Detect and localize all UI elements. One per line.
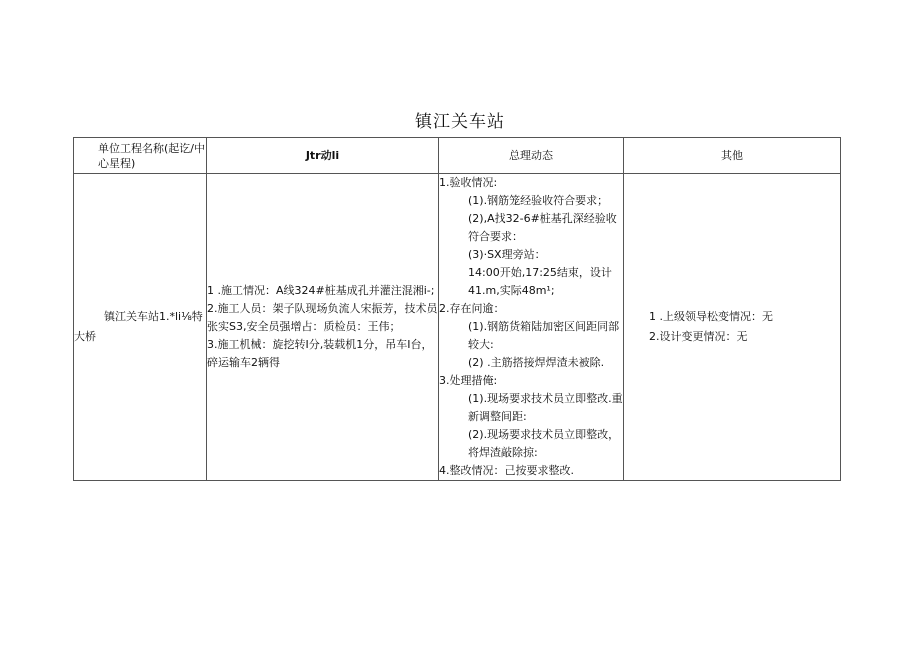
supervision-item: (3)·SX理旁站： — [468, 248, 546, 261]
supervision-item: 2.存在问逾： — [439, 302, 505, 315]
construction-cell — [207, 174, 439, 481]
table-header-row — [74, 138, 841, 174]
supervision-item: 4.整改情况：己按要求整改. — [439, 464, 574, 477]
supervision-item: 3.处理措俺: — [439, 374, 498, 387]
supervision-item: (2) .主筋搭接焊焊渣未被除. — [468, 356, 605, 369]
supervision-item: (2),A找32-6#桩基孔深经验收符合要求： — [468, 212, 617, 243]
header-unit-name: 单位工程名称(起讫/中心星程) — [74, 138, 207, 174]
supervision-item: (1).钢筋笼经验收符合要求； — [468, 194, 609, 207]
other-item: 2.设计变更情况：无 — [649, 330, 748, 343]
page-title: 镇江关车站 — [415, 112, 505, 132]
unit-name-cell — [74, 174, 207, 481]
header-other: 其他 — [624, 138, 841, 174]
supervision-item: 14:00开始,17:25结束，设计41.m,实际48m¹; — [468, 266, 612, 297]
supervision-item: 1.验收情况: — [439, 176, 498, 189]
work-item: 2.施工人员：架子队现场负流人宋振芳，技术员张实S3,安全员强增占：质检员：王伟； — [207, 302, 438, 333]
unit-name: 镇江关车站1.*li⅛特大桥 — [74, 310, 203, 343]
header-supervision-dynamics: 总理动态 — [439, 138, 624, 174]
supervision-item: (2).现场要求技术员立即整改，将焊渣敲除掠: — [468, 428, 620, 459]
work-item: 1 .施工情况：A线324#桩基成孔并灌注混湘i-; — [207, 284, 435, 297]
other-item: 1 .上级领导松变情况：无 — [649, 310, 773, 323]
construction-log-table — [73, 137, 841, 481]
other-cell — [624, 174, 841, 481]
supervision-item: (1).钢筋货箱陆加密区间距同部较大: — [468, 320, 620, 351]
supervision-item: (1).现场要求技术员立即整改.重新调整间距: — [468, 392, 623, 423]
work-item: 3.施工机械：旋挖转I分,装载机1分，吊车I台，碎运输车2辆得 — [207, 338, 433, 369]
table-row — [74, 174, 841, 481]
supervision-cell — [439, 174, 624, 481]
header-construction-dynamics: Jtr动li — [207, 138, 439, 174]
